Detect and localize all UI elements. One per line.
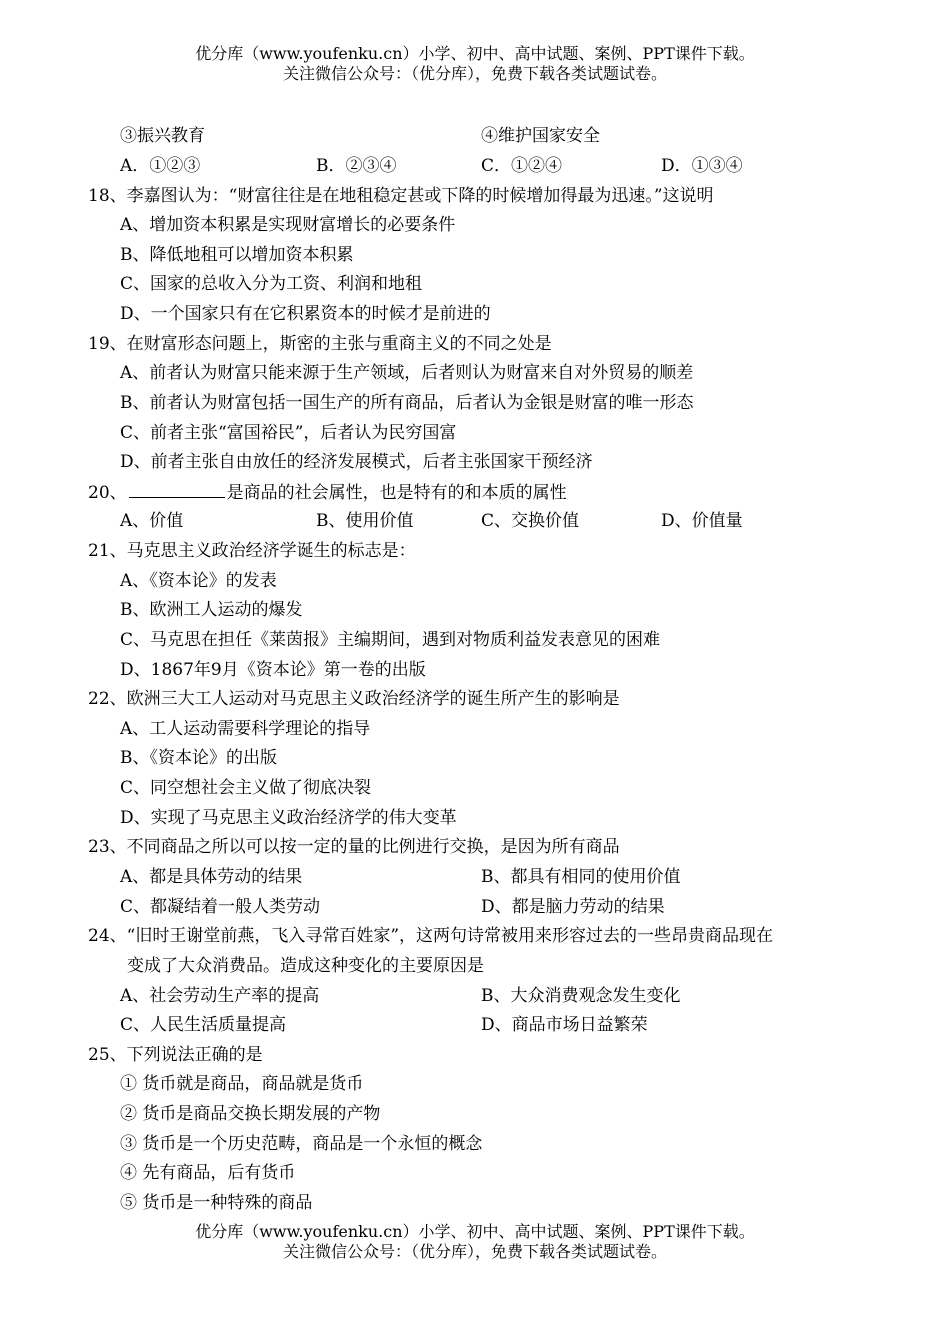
q17-option-c: C．①②④	[481, 156, 563, 176]
q23-option-d: D、都是脑力劳动的结果	[481, 897, 665, 917]
q21-option-c: C、马克思在担任《莱茵报》主编期间，遇到对物质利益发表意见的困难	[120, 630, 661, 650]
q19-option-d: D、前者主张自由放任的经济发展模式，后者主张国家干预经济	[120, 452, 593, 472]
q19-option-c: C、前者主张“富国裕民”，后者认为民穷国富	[120, 423, 457, 443]
q18-stem: 18、李嘉图认为：“财富往往是在地租稳定甚或下降的时候增加得最为迅速。”这说明	[88, 186, 714, 206]
q17-item-4: ④维护国家安全	[481, 126, 600, 146]
q25-statement-1: ① 货币就是商品，商品就是货币	[120, 1074, 364, 1094]
q18-option-b: B、降低地租可以增加资本积累	[120, 245, 354, 265]
q20-stem-text: 是商品的社会属性，也是特有的和本质的属性	[226, 483, 567, 503]
q23-option-c: C、都凝结着一般人类劳动	[120, 897, 321, 917]
q17-option-b: B．②③④	[316, 156, 397, 176]
q21-option-b: B、欧洲工人运动的爆发	[120, 600, 303, 620]
q20-number: 20、	[88, 483, 127, 503]
q25-statement-4: ④ 先有商品，后有货币	[120, 1163, 296, 1183]
q17-item-3: ③振兴教育	[120, 126, 205, 146]
q23-stem: 23、不同商品之所以可以按一定的量的比例进行交换，是因为所有商品	[88, 837, 620, 857]
footer-line-1: 优分库（www.youfenku.cn）小学、初中、高中试题、案例、PPT课件下载。	[195, 1222, 755, 1241]
q22-stem: 22、欧洲三大工人运动对马克思主义政治经济学的诞生所产生的影响是	[88, 689, 620, 709]
q23-option-a: A、都是具体劳动的结果	[120, 867, 303, 887]
page-footer	[0, 1222, 950, 1262]
q24-option-a: A、社会劳动生产率的提高	[120, 986, 320, 1006]
q24-stem-line-2: 变成了大众消费品。造成这种变化的主要原因是	[127, 956, 484, 976]
q18-option-d: D、一个国家只有在它积累资本的时候才是前进的	[120, 304, 491, 324]
q19-option-a: A、前者认为财富只能来源于生产领域，后者则认为财富来自对外贸易的顺差	[120, 363, 694, 383]
q25-statement-5: ⑤ 货币是一种特殊的商品	[120, 1193, 313, 1213]
q22-option-b: B、《资本论》的出版	[120, 748, 277, 768]
answer-blank	[129, 481, 225, 498]
footer-line-2: 关注微信公众号：（优分库），免费下载各类试题试卷。	[282, 1242, 667, 1261]
q25-statement-2: ② 货币是商品交换长期发展的产物	[120, 1104, 381, 1124]
q18-option-c: C、国家的总收入分为工资、利润和地租	[120, 274, 423, 294]
q25-stem: 25、下列说法正确的是	[88, 1045, 263, 1065]
header-line-2: 关注微信公众号：（优分库），免费下载各类试题试卷。	[282, 64, 667, 83]
q20-option-a: A、价值	[120, 511, 184, 531]
q24-stem-line-1: 24、“旧时王谢堂前燕，飞入寻常百姓家”，这两句诗常被用来形容过去的一些昂贵商品现在	[88, 926, 774, 946]
q24-option-c: C、人民生活质量提高	[120, 1015, 287, 1035]
q19-option-b: B、前者认为财富包括一国生产的所有商品，后者认为金银是财富的唯一形态	[120, 393, 694, 413]
q22-option-c: C、同空想社会主义做了彻底决裂	[120, 778, 372, 798]
q17-option-d: D．①③④	[661, 156, 743, 176]
page-header	[0, 44, 950, 84]
q23-option-b: B、都具有相同的使用价值	[481, 867, 681, 887]
q20-option-c: C、交换价值	[481, 511, 580, 531]
q21-option-a: A、《资本论》的发表	[120, 571, 277, 591]
header-line-1: 优分库（www.youfenku.cn）小学、初中、高中试题、案例、PPT课件下载。	[195, 44, 755, 63]
q20-option-b: B、使用价值	[316, 511, 414, 531]
q22-option-a: A、工人运动需要科学理论的指导	[120, 719, 371, 739]
q21-option-d: D、1867年9月《资本论》第一卷的出版	[120, 660, 426, 680]
q24-option-d: D、商品市场日益繁荣	[481, 1015, 648, 1035]
q24-option-b: B、大众消费观念发生变化	[481, 986, 681, 1006]
q17-option-a: A．①②③	[120, 156, 201, 176]
q20-option-d: D、价值量	[661, 511, 743, 531]
q22-option-d: D、实现了马克思主义政治经济学的伟大变革	[120, 808, 457, 828]
q25-statement-3: ③ 货币是一个历史范畴，商品是一个永恒的概念	[120, 1134, 483, 1154]
q21-stem: 21、马克思主义政治经济学诞生的标志是：	[88, 541, 416, 561]
q18-option-a: A、增加资本积累是实现财富增长的必要条件	[120, 215, 456, 235]
q19-stem: 19、在财富形态问题上，斯密的主张与重商主义的不同之处是	[88, 334, 552, 354]
q20-stem	[88, 481, 567, 504]
